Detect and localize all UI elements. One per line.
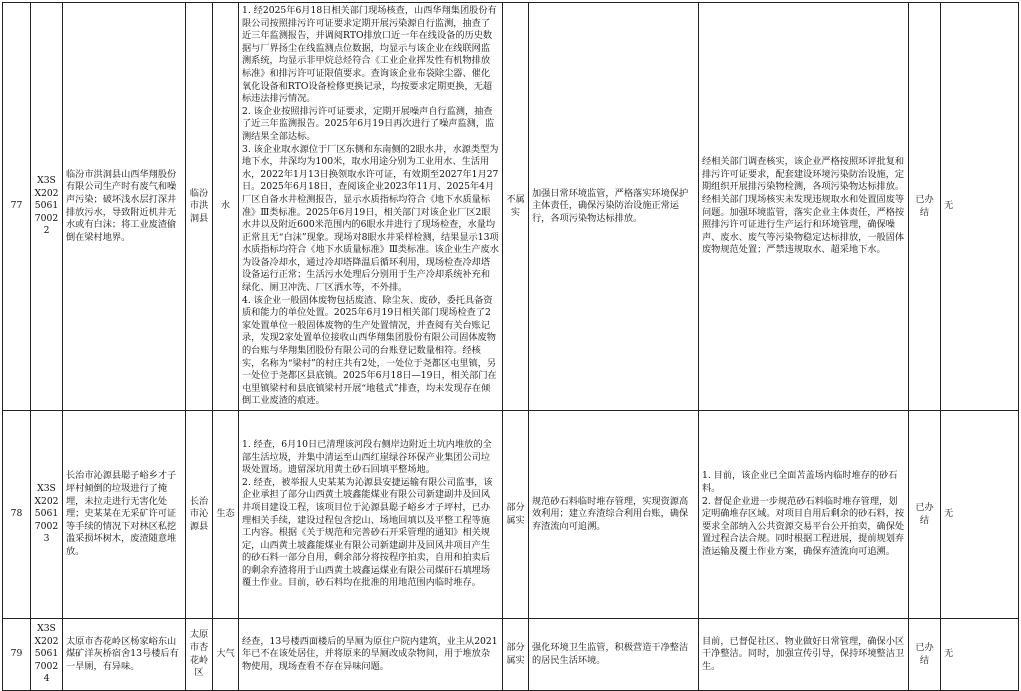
finding-paragraph: 4. 该企业一般固体废物包括废渣、除尘灰、废砂，委托具备资质和能力的单位处置。2025年6月19日相关部门现场检查了2家处置单位一般固体废物的生产处置情况，并查阅有关台账记录，发现2家处置单位接收山西华翔集团股份有限公司固体废物的台账与华翔集团股份有限公司的台账登记数量相符。经核实，名称为“梁村”的村庄共有2处，一处位于尧都区屯里镇，另一处位于尧都区县底镇。2025年6月18日—19日，相关部门在屯里镇梁村和县底镇梁村开展“地毯式”排查，均未发现存在倾倒工业废渣的痕迹。: [242, 294, 497, 407]
table-row: [3, 3, 1019, 411]
rectification-measures: 强化环境卫生监管，积极营造干净整洁的居民生活环境。: [529, 619, 699, 691]
case-code: X3SX202506170024: [31, 619, 63, 691]
row-number: 79: [3, 619, 31, 691]
case-code: X3SX202506170023: [31, 411, 63, 619]
investigation-findings: [239, 619, 503, 691]
finding-paragraph: 3. 该企业取水源位于厂区东侧和东南侧的2眼水井，水源类型为地下水，井深均为100米，取水用途分别为工业用水、生活用水，2022年1月13日换领取水许可证，有效期至2027年1月27日。2025年6月18日，查阅该企业2023年11月、2025年4月厂区自备水井检测报告，显示水质指标均符合《地下水质量标准》Ⅲ类标准。2025年6月19日，相关部门对该企业厂区2眼水井以及附近600米范围内的6眼水井进行了现场检查，水量均正常且无“白沫”现象。现场对8眼水井采样检测，结果显示13项水质指标均符合《地下水质量标准》Ⅲ类标准。该企业生产废水为设备冷却水，通过冷却塔降温后循环利用，现场检查冷却塔设备运行正常；生活污水处理后分别用于生产冷却系统补充和绿化、厕卫冲洗、厂区洒水等，不外排。: [242, 143, 499, 294]
accountability: 无: [941, 411, 1019, 619]
administrative-area: 太原市杏花岭区: [186, 619, 213, 691]
row-number: 78: [3, 411, 31, 619]
pollution-type: 水: [213, 3, 239, 411]
complaint-content: 临汾市洪洞县山西华翔股份有限公司生产时有废气和噪声污染；破坏浅水层打深井排放污水，导致附近机井无水或有白沫；将工业废渣偷倒在梁村地界。: [63, 3, 186, 411]
administrative-area: 临汾市洪洞县: [186, 3, 213, 411]
complaint-content: 太原市杏花岭区杨家峪东山煤矿洋灰桥宿舍13号楼后有一旱厕，有异味。: [63, 619, 186, 691]
row-number: 77: [3, 3, 31, 411]
administrative-area: 长治市沁源县: [186, 411, 213, 619]
progress-paragraph: 2. 督促企业进一步规范砂石料临时堆存管理，划定明确堆存区域。对项目自用后剩余的砂石料，按要求全部纳入公共资源交易平台公开拍卖，确保处置过程合法合规。同时根据工程进展，提前规划弃渣运输及覆土作业方案，确保弃渣流向可追溯。: [702, 495, 905, 557]
investigation-findings: [239, 3, 503, 411]
verification-result: 部分属实: [503, 411, 529, 619]
pollution-type: 大气: [213, 619, 239, 691]
case-table: [2, 2, 1019, 691]
rectification-measures: 规范砂石料临时堆存管理，实现资源高效利用；建立弃渣综合利用台账，确保弃渣流向可追溯。: [529, 411, 699, 619]
accountability: 无: [941, 3, 1019, 411]
completion-status: 已办结: [909, 619, 941, 691]
handling-progress: 经相关部门调查核实，该企业严格按照环评批复和排污许可证要求，配套建设环境污染防治设施，定期组织开展排污染物检测，各项污染物达标排放。经相关部门现场核实未发现违规取水和处置固废等问题。加强环境监管，落实企业主体责任，严格按照排污许可证进行生产运行和环境管理，确保噪声、废水、废气等污染物稳定达标排放，一般固体废物规范处置；严禁违规取水、超采地下水。: [699, 3, 909, 411]
table-row: [3, 619, 1019, 691]
investigation-findings: [239, 411, 503, 619]
table-row: [3, 411, 1019, 619]
finding-paragraph: 2. 该企业按照排污许可证要求，定期开展噪声自行监测，抽查了近三年监测报告。2025年6月19日再次进行了噪声监测，监测结果全部达标。: [242, 105, 495, 142]
finding-paragraph: 经查，13号楼西面楼后的旱厕为原住户院内建筑，业主从2021年已不在该处居住，并将原来的旱厕改成杂物间，用于堆放杂物使用，现场查看不存在异味问题。: [242, 635, 498, 672]
handling-progress: [699, 411, 909, 619]
progress-paragraph: 1. 目前，该企业已全面苫盖场内临时堆存的砂石料。: [702, 470, 898, 495]
finding-paragraph: 1. 经查，6月10日已清理该河段右侧岸边附近土坑内堆放的全部生活垃圾，并集中清运至山西红崖绿谷环保产业集团公司垃圾处置场。遗留深坑用黄土砂石回填平整场地。: [242, 438, 492, 476]
pollution-type: 生态: [213, 411, 239, 619]
case-code: X3SX202506170022: [31, 3, 63, 411]
finding-paragraph: 2. 经查，被举报人史某某为沁源县安捷运输有限公司监事，该企业承担了部分山西黄土坡鑫能煤业有限公司新建副井及回风井项目建设工程，该项目位于沁源县聪子峪乡才子坪村，已办理相关手续，建设过程包含挖山、场地回填以及平整工程等施工内容。根据《关于规范和完善砂石开采管理的通知》相关规定，山西黄土坡鑫能煤业有限公司新建副井及回风井项目产生的砂石料一部分自用，剩余部分将按程序拍卖，自用和拍卖后的剩余弃渣将用于山西黄土坡鑫运煤业有限公司煤矸石填埋场覆土作业。目前，砂石料均在批准的用地范围内临时堆存。: [242, 476, 493, 589]
rectification-measures: 加强日常环境监管，严格落实环境保护主体责任，确保污染防治设施正常运行，各项污染物达标排放。: [529, 3, 699, 411]
handling-progress: 目前，已督促社区、物业做好日常管理，确保小区干净整洁。同时，加强宣传引导，保持环境整洁卫生。: [699, 619, 909, 691]
accountability: 无: [941, 619, 1019, 691]
completion-status: 已办结: [909, 411, 941, 619]
verification-result: 部分属实: [503, 619, 529, 691]
completion-status: 已办结: [909, 3, 941, 411]
complaint-content: 长治市沁源县聪子峪乡才子坪村倾倒的垃圾进行了掩埋，未拉走进行无害化处理；史某某在无采矿许可证等手续的情况下对林区私挖滥采损坏树木，废渣随意堆放。: [63, 411, 186, 619]
finding-paragraph: 1. 经2025年6月18日相关部门现场核查，山西华翔集团股份有限公司按照排污许可证要求定期开展污染源自行监测，抽查了近三年监测报告，并调阅RTO排放口近一年在线设备的历史数据与厂界扬尘在线监测点位数据，均显示与该企业在线联网监测系统，均显示非甲烷总烃符合《工业企业挥发性有机物排放标准》和排污许可证限值要求。查询该企业布袋除尘器、催化氧化设备和RTO设备检修更换记录，均按要求定期更换，无超标违法排污情况。: [242, 5, 497, 105]
verification-result: 不属实: [503, 3, 529, 411]
